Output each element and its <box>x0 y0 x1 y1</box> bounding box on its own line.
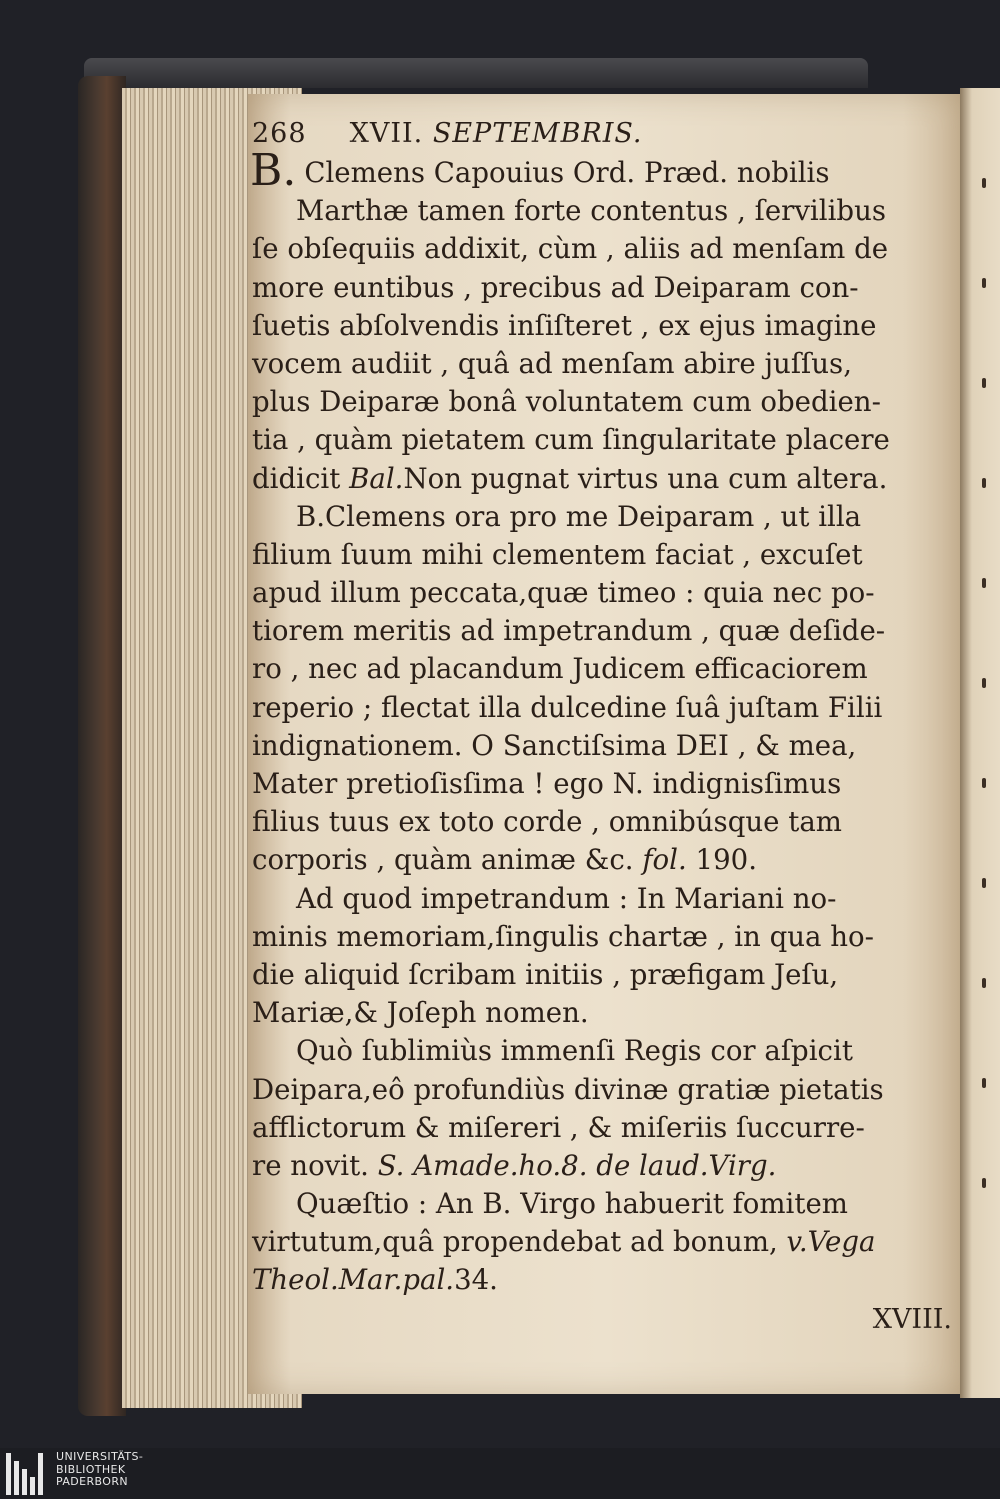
text-line <box>252 1032 958 1070</box>
text-line <box>252 1223 958 1261</box>
citation-text: fol. <box>642 843 687 877</box>
text-line <box>252 1071 958 1109</box>
line-text: die aliquid ſcribam initiis , præfigam Jeſu, <box>252 957 839 991</box>
catchword: XVIII. <box>872 1303 952 1335</box>
text-line <box>252 269 958 307</box>
citation-text: Theol.Mar.pal. <box>252 1263 455 1297</box>
line-text: Non pugnat virtus una cum altera. <box>403 461 888 495</box>
text-line <box>252 650 958 688</box>
text-line <box>252 803 958 841</box>
library-logo-icon <box>6 1453 44 1495</box>
text-line <box>250 145 958 196</box>
line-text: filium ſuum mihi clementem faciat , excuſet <box>252 537 863 571</box>
line-text: tiorem meritis ad impetrandum , quæ deſide- <box>252 614 886 648</box>
text-line <box>252 1185 958 1223</box>
text-line <box>252 1261 958 1299</box>
text-line <box>252 1147 958 1185</box>
line-text: Quæſtio : An B. Virgo habuerit fomitem <box>296 1187 848 1221</box>
line-text: ro , nec ad placandum Judicem efficaciorem <box>252 652 868 686</box>
line-text: afflictorum & miſereri , & miſeriis ſuccurre- <box>252 1110 865 1144</box>
line-text: re novit. <box>252 1148 378 1182</box>
line-text: Ad quod impetrandum : In Mariani no- <box>296 881 837 915</box>
text-line <box>252 765 958 803</box>
text-line <box>252 383 958 421</box>
page-number: 268 <box>252 118 307 149</box>
footer-bar <box>0 1448 1000 1499</box>
line-text: filius tuus ex toto corde , omnibúsque tam <box>252 805 842 839</box>
line-text: Quò ſublimiùs immenſi Regis cor aſpicit <box>296 1034 853 1068</box>
text-line <box>252 612 958 650</box>
line-text: B.Clemens ora pro me Deiparam , ut illa <box>296 499 862 533</box>
text-line <box>252 230 958 268</box>
text-line <box>252 841 958 879</box>
line-text: Marthæ tamen forte contentus , ſervilibus <box>296 194 887 228</box>
running-head-month: SEPTEMBRIS. <box>432 118 643 149</box>
text-line <box>252 956 958 994</box>
line-text: Mariæ,& Joſeph nomen. <box>252 996 589 1030</box>
library-name-line3: PADERBORN <box>56 1475 129 1488</box>
text-line <box>252 345 958 383</box>
book-cover-top <box>84 58 868 88</box>
text-line <box>252 460 958 498</box>
library-name-line1: UNIVERSITÄTS- <box>56 1450 144 1463</box>
citation-text: Bal. <box>349 461 404 495</box>
text-line <box>252 994 958 1032</box>
citation-text: v.Vega <box>786 1225 876 1259</box>
text-line <box>252 421 958 459</box>
text-line <box>252 918 958 956</box>
line-text: more euntibus , precibus ad Deiparam con- <box>252 270 859 304</box>
library-name-line2: BIBLIOTHEK <box>56 1462 126 1476</box>
line-text: ſe obſequiis addixit, cùm , aliis ad menſam de <box>252 232 889 266</box>
line-text: reperio ; flectat illa dulcedine ſuâ juſtam Filii <box>252 690 883 724</box>
library-name <box>56 1451 143 1489</box>
text-line <box>252 880 958 918</box>
line-text: didicit <box>252 461 350 495</box>
book-spine <box>78 76 126 1416</box>
line-text: plus Deiparæ bonâ voluntatem cum obedien- <box>252 385 881 419</box>
body-text <box>250 145 958 1300</box>
running-head <box>252 118 958 154</box>
text-line <box>252 727 958 765</box>
running-head-day: XVII. <box>349 118 424 149</box>
line-text: tia , quàm pietatem cum ſingularitate placere <box>252 423 890 457</box>
line-text: Clemens Capouius Ord. Præd. nobilis <box>304 156 830 189</box>
line-text: virtutum,quâ propendebat ad bonum, <box>252 1225 787 1259</box>
text-line <box>252 1109 958 1147</box>
line-text: 34. <box>454 1263 498 1297</box>
text-line <box>252 307 958 345</box>
line-text: apud illum peccata,quæ timeo : quia nec po- <box>252 576 875 610</box>
text-line <box>252 536 958 574</box>
line-text: ſuetis abſolvendis inſiſteret , ex ejus imagine <box>252 308 877 342</box>
line-text: vocem audiit , quâ ad menſam abire juſſus, <box>252 346 852 380</box>
text-line <box>252 192 958 230</box>
text-line <box>252 498 958 536</box>
line-text: indignationem. O Sanctiſsima DEI , & mea, <box>252 728 857 762</box>
drop-cap: B. <box>250 145 297 196</box>
citation-text: S. Amade.ho.8. de laud.Virg. <box>377 1148 777 1182</box>
line-text: 190. <box>686 843 757 877</box>
line-text: corporis , quàm animæ &c. <box>252 843 643 877</box>
line-text: Mater pretioſisſima ! ego N. indignisſimus <box>252 767 842 800</box>
facing-page-ink-marks <box>980 178 990 1278</box>
text-line <box>252 574 958 612</box>
line-text: Deipara,eô profundiùs divinæ gratiæ pietatis <box>252 1072 884 1106</box>
line-text: minis memoriam,ſingulis chartæ , in qua ho- <box>252 919 874 953</box>
text-line <box>252 689 958 727</box>
page-text <box>252 118 958 1335</box>
